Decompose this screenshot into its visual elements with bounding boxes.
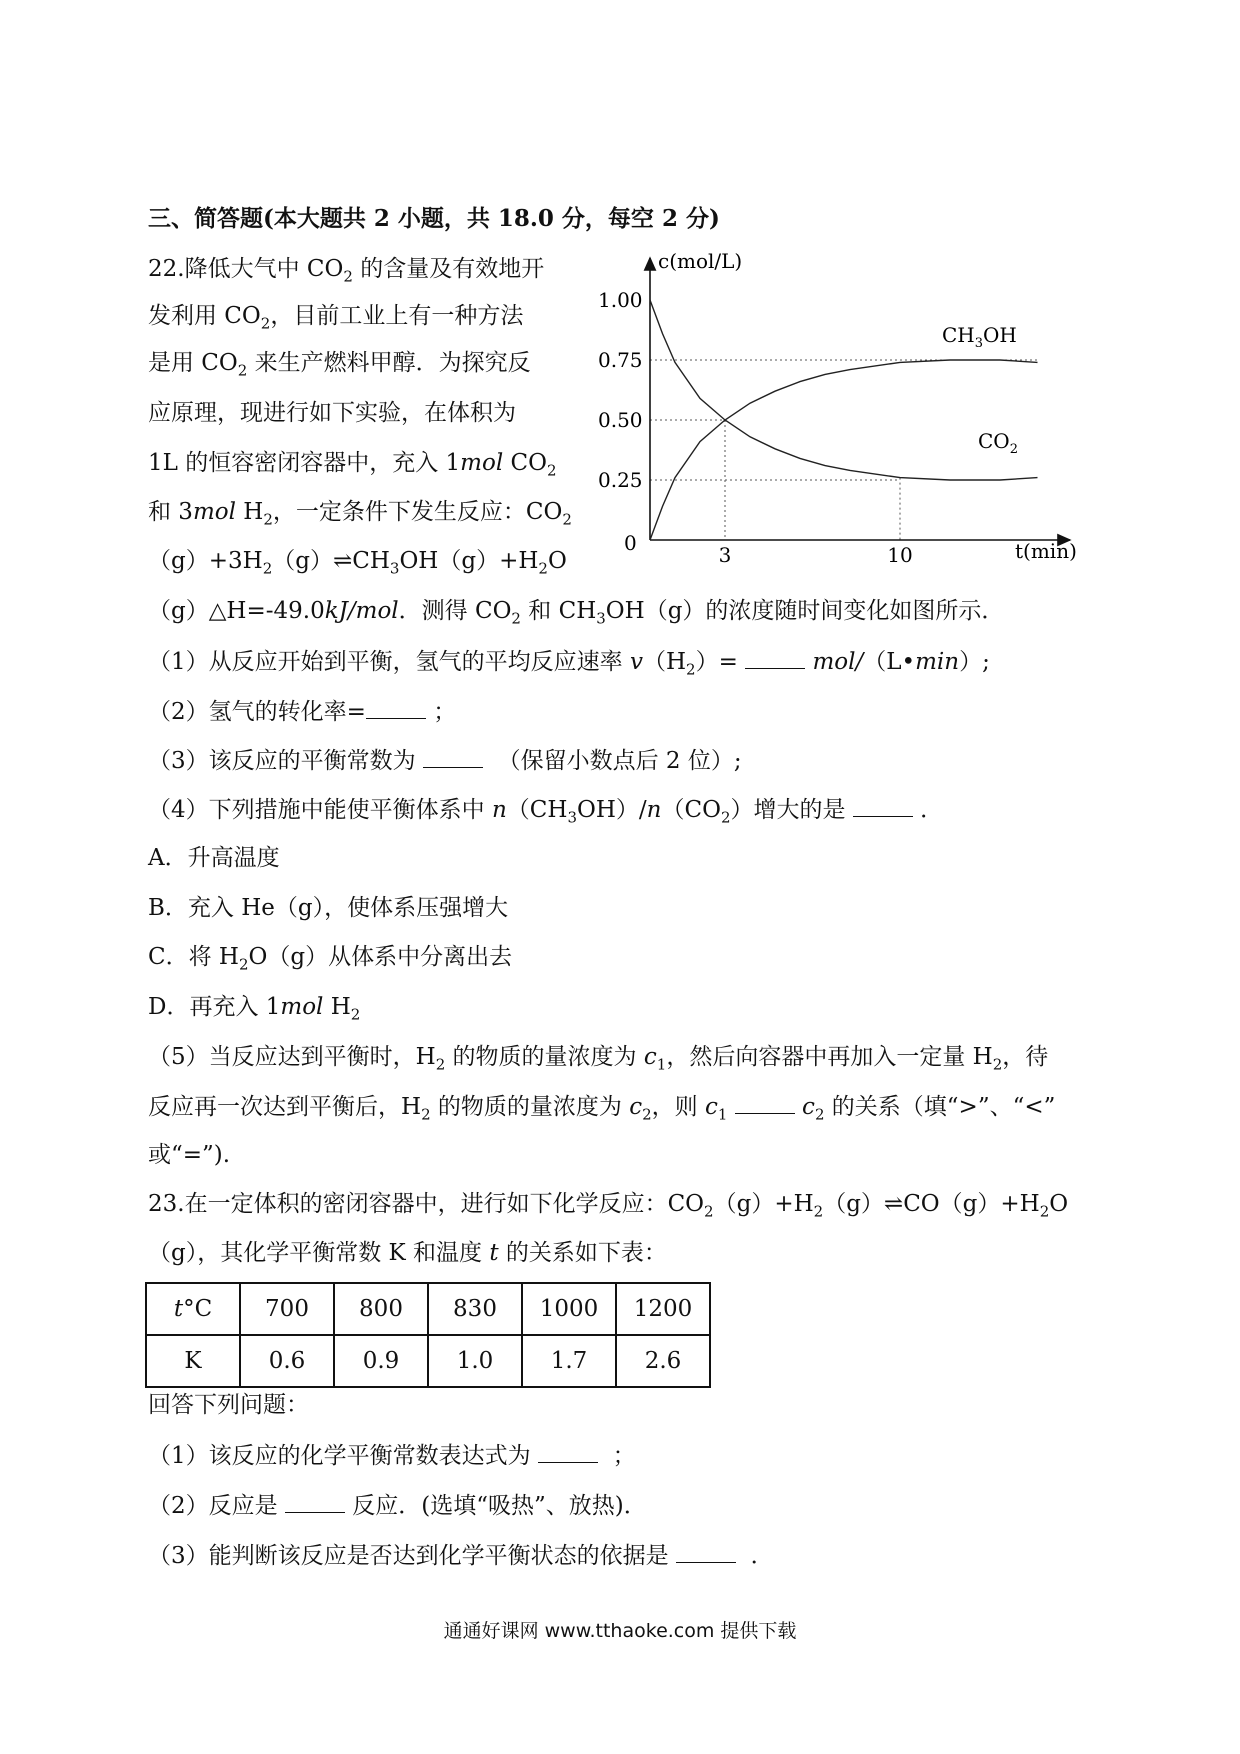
q22-part4: （4）下列措施中能使平衡体系中 $n(CH_3OH)/n(CO_2)$增大的是 ． <box>148 794 943 833</box>
option-d: D．再充入 1mol $H_2$ <box>148 994 361 1024</box>
table-cell: 0.9 <box>334 1335 428 1387</box>
series-line-co2 <box>650 300 1038 480</box>
q22-line7: $(g)+3H_2(g)\rightleftharpoons CH_3OH(g)+H_2O$ <box>148 548 567 578</box>
y-tick-label: 0.25 <box>598 468 643 492</box>
x-axis-label: t(min) <box>1015 539 1077 563</box>
option-c: C．将 $H_2O(g)$从体系中分离出去 <box>148 944 513 974</box>
k-temperature-table <box>145 1282 711 1388</box>
q23-answer-intro: 回答下列问题： <box>148 1392 309 1418</box>
y-tick-label: 1.00 <box>598 288 643 312</box>
table-head-t: t°C <box>146 1283 240 1335</box>
table-row <box>146 1283 710 1335</box>
x-tick-label: 3 <box>718 543 732 567</box>
y-tick-label: 0.75 <box>598 348 643 372</box>
q22-part5-line2: 反应再一次达到平衡后，$H_2$ 的物质的量浓度为 $c_2$，则 $c_1$ $c_2$ 的关系（填“>”、“<” <box>148 1091 1055 1130</box>
answer-blank[interactable] <box>423 745 483 768</box>
q23-line2: （g），其化学平衡常数 K 和温度 t 的关系如下表： <box>148 1240 667 1266</box>
q22-line8: （g）△H=-49.0kJ/mol．测得 $CO_2$ 和 $CH_3OH(g)$的浓度随时间变化如图所示． <box>148 598 1005 628</box>
table-head-k: K <box>146 1335 240 1387</box>
section-title: 三、简答题(本大题共 2 小题，共 18.0 分，每空 2 分) <box>148 205 720 232</box>
q23-part3: （3）能判断该反应是否达到化学平衡状态的依据是 ． <box>148 1540 774 1571</box>
q23-part2: （2）反应是 反应．(选填“吸热”、放热)． <box>148 1490 647 1521</box>
table-cell: 830 <box>428 1283 522 1335</box>
q22-line5: 1L 的恒容密闭容器中，充入 1mol $CO_2$ <box>148 450 557 480</box>
y-tick-label: 0.50 <box>598 408 643 432</box>
q23-part1: （1）该反应的化学平衡常数表达式为 ； <box>148 1440 636 1471</box>
table-cell: 1.0 <box>428 1335 522 1387</box>
q23-line1: 23.在一定体积的密闭容器中，进行如下化学反应：$CO_2(g)+H_2(g)\rightleftharpoons CO(g)+H_2O$ <box>148 1191 1069 1221</box>
q22-line2: 发利用 $CO_2$，目前工业上有一种方法 <box>148 303 524 333</box>
answer-blank[interactable] <box>538 1440 598 1463</box>
table-cell: 700 <box>240 1283 334 1335</box>
q22-part3: （3）该反应的平衡常数为 （保留小数点后 2 位）; <box>148 745 742 776</box>
q22-part1: （1）从反应开始到平衡，氢气的平均反应速率 $v(H_2)=$ mol/（L•min）; <box>148 646 990 685</box>
answer-blank[interactable] <box>676 1540 736 1563</box>
answer-blank[interactable] <box>366 696 426 719</box>
table-cell: 1200 <box>616 1283 710 1335</box>
table-cell: 1.7 <box>522 1335 616 1387</box>
q22-part2: （2）氢气的转化率= ； <box>148 696 456 727</box>
q22-part5-line3: 或“=”). <box>148 1142 231 1168</box>
q22-line6: 和 3mol $H_2$，一定条件下发生反应：$CO_2$ <box>148 499 572 529</box>
table-cell: 2.6 <box>616 1335 710 1387</box>
page-footer: 通通好课网 www.tthaoke.com 提供下载 <box>443 1620 797 1642</box>
q22-line3: 是用 $CO_2$ 来生产燃料甲醇．为探究反 <box>148 350 531 380</box>
option-b: B．充入 He（g），使体系压强增大 <box>148 895 509 921</box>
table-cell: 0.6 <box>240 1335 334 1387</box>
q22-line4: 应原理，现进行如下实验，在体积为 <box>148 400 516 426</box>
origin-label: 0 <box>624 531 637 555</box>
table-cell: 800 <box>334 1283 428 1335</box>
table-row <box>146 1335 710 1387</box>
y-axis-label: c(mol/L) <box>658 250 743 273</box>
answer-blank[interactable] <box>735 1091 795 1114</box>
option-a: A．升高温度 <box>148 845 280 871</box>
legend-ch3oh: $CH_3OH$ <box>942 323 1017 351</box>
table-cell: 1000 <box>522 1283 616 1335</box>
answer-blank[interactable] <box>745 646 805 669</box>
answer-blank[interactable] <box>285 1490 345 1513</box>
answer-blank[interactable] <box>853 794 913 817</box>
x-tick-label: 10 <box>887 543 913 567</box>
legend-co2: $CO_2$ <box>978 429 1018 457</box>
concentration-time-chart <box>580 250 1080 570</box>
q22-part5-line1: （5）当反应达到平衡时，$H_2$ 的物质的量浓度为 $c_1$，然后向容器中再加入一定量 $H_2$，待 <box>148 1044 1049 1074</box>
q22-line1: 22.降低大气中 $CO_2$ 的含量及有效地开 <box>148 256 545 286</box>
